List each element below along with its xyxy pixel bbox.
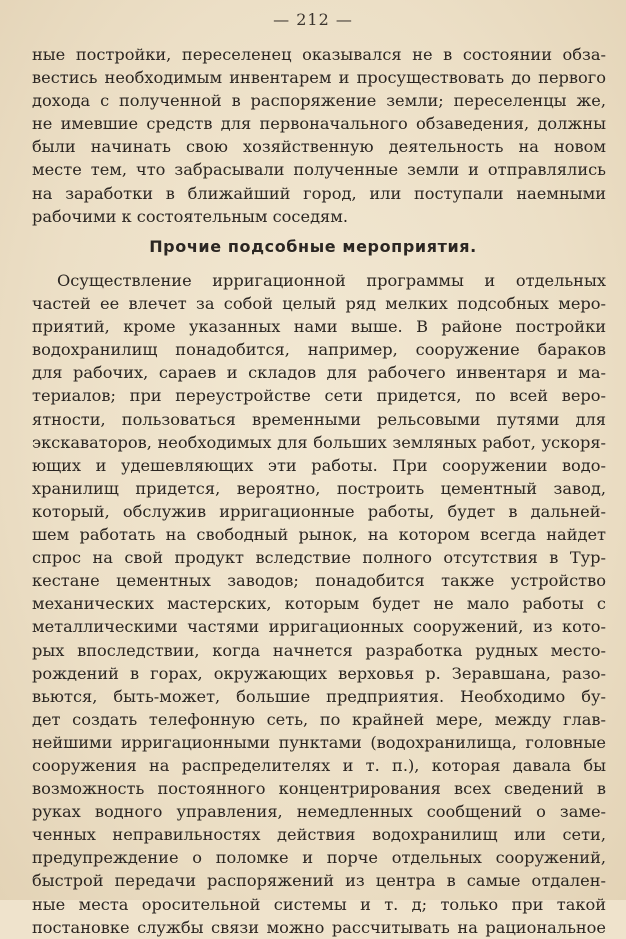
- text-line: руках водного управления, немедленных сообщений о заме-: [32, 802, 606, 822]
- text-line: постановке службы связи можно рассчитывать на рациональное: [32, 917, 606, 937]
- text-line: были начинать свою хозяйственную деятельность на новом: [32, 137, 606, 157]
- text-line: который, обслужив ирригационные работы, будет в дальней-: [32, 501, 606, 521]
- text-line: рождений в горах, окружающих верховья р. Зеравшана, разо-: [32, 663, 606, 683]
- text-line: приятий, кроме указанных нами выше. В районе постройки: [32, 317, 606, 337]
- text-line: металлическими частями ирригационных сооружений, из кото-: [32, 617, 606, 637]
- text-line: дет создать телефонную сеть, по крайней мере, между глав-: [32, 709, 606, 729]
- text-line: ные места оросительной системы и т. д; только при такой: [32, 894, 606, 914]
- text-line: месте тем, что забрасывали полученные земли и отправлялись: [32, 160, 606, 180]
- text-line: спрос на свой продукт вследствие полного отсутствия в Тур-: [32, 548, 606, 568]
- text-line: водохранилищ понадобится, например, сооружение бараков: [32, 340, 606, 360]
- text-line: кестане цементных заводов; понадобится также устройство: [32, 571, 606, 591]
- section-heading: Прочие подсобные мероприятия.: [149, 237, 477, 256]
- text-line: не имевшие средств для первоначального обзаведения, должны: [32, 114, 606, 134]
- text-line: шем работать на свободный рынок, на котором всегда найдет: [32, 525, 606, 545]
- text-line: для рабочих, сараев и складов для рабочего инвентаря и ма-: [32, 363, 606, 383]
- text-line: сооружения на распределителях и т. п.), которая давала бы: [32, 755, 606, 775]
- text-line: возможность постоянного концентрирования всех сведений в: [32, 779, 606, 799]
- paragraph-continuation: [32, 43, 606, 228]
- page-number: — 212 —: [273, 10, 353, 29]
- text-line: быстрой передачи распоряжений из центра в самые отдален-: [32, 871, 606, 891]
- text-line: экскаваторов, необходимых для больших земляных работ, ускоря-: [32, 432, 606, 452]
- text-line: териалов; при переустройстве сети придется, по всей веро-: [32, 386, 606, 406]
- text-line: ные постройки, переселенец оказывался не в состоянии обза-: [32, 45, 606, 64]
- text-line: механических мастерских, которым будет не мало работы с: [32, 594, 606, 614]
- text-line: предупреждение о поломке и порче отдельных сооружений,: [32, 848, 606, 868]
- text-line: дохода с полученной в распоряжение земли; переселенцы же,: [32, 91, 606, 111]
- text-line: ющих и удешевляющих эти работы. При сооружении водо-: [32, 455, 606, 475]
- text-line: на заработки в ближайший город, или поступали наемными: [32, 183, 606, 203]
- text-line: вестись необходимым инвентарем и просуществовать до первого: [32, 68, 606, 88]
- text-line: хранилищ придется, вероятно, построить цементный завод,: [32, 478, 606, 498]
- text-line: ятности, пользоваться временными рельсовыми путями для: [32, 409, 606, 429]
- paragraph-body: [32, 269, 606, 939]
- text-line: рых впоследствии, когда начнется разработка рудных место-: [32, 640, 606, 660]
- text-line: частей ее влечет за собой целый ряд мелких подсобных меро-: [32, 294, 606, 314]
- text-line: рабочими к состоятельным соседям.: [32, 206, 348, 226]
- text-line: вьются, быть-может, большие предприятия. Необходимо бу-: [32, 686, 606, 706]
- text-line: ченных неправильностях действия водохранилищ или сети,: [32, 825, 606, 845]
- text-line: нейшими ирригационными пунктами (водохранилища, головные: [32, 732, 606, 752]
- text-line: Осуществление ирригационной программы и отдельных: [57, 271, 606, 290]
